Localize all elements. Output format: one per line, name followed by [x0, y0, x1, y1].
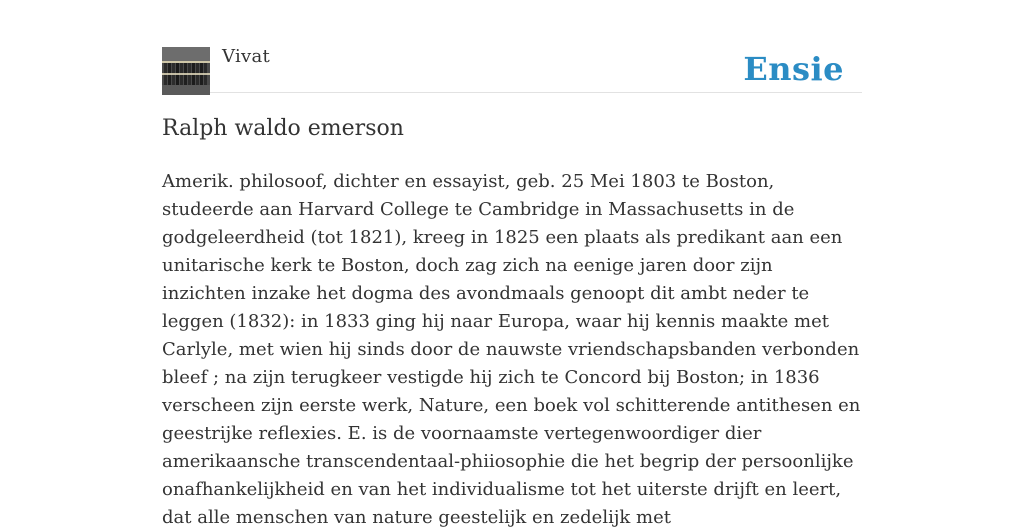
header [162, 44, 862, 93]
page-title: Ralph waldo emerson [162, 116, 404, 141]
brand-logo[interactable]: Ensie [743, 50, 844, 88]
article-body: Amerik. philosoof, dichter en essayist, geb. 25 Mei 1803 te Boston, studeerde aan Harvard College te Cambridge in Massachusetts in de godgeleerdheid (tot 1821), kreeg in 1825 een plaats als predikant aan een unitarische kerk te Boston, doch zag zich na eenige jaren door zijn inzichten inzake het dogma des avondmaals genoopt dit ambt neder te leggen (1832): in 1833 ging hij naar Europa, waar hij kennis maakte met Carlyle, met wien hij sinds door de nauwste vriendschapsbanden verbonden bleef ; na zijn terugkeer vestigde hij zich te Concord bij Boston; in 1836 verscheen zijn eerste werk, Nature, een boek vol schitterende antithesen en geestrijke reflexies. E. is de voornaamste vertegenwoordiger dier amerikaansche transcendentaal-phiiosophie die het begrip der persoonlijke onafhankelijkheid en van het individualisme tot het uiterste drijft en leert, dat alle menschen van nature geestelijk en zedelijk met [162, 171, 861, 528]
author-avatar[interactable] [162, 47, 210, 95]
bookshelf-avatar-icon [162, 47, 210, 95]
author-name[interactable]: Vivat [222, 46, 271, 67]
